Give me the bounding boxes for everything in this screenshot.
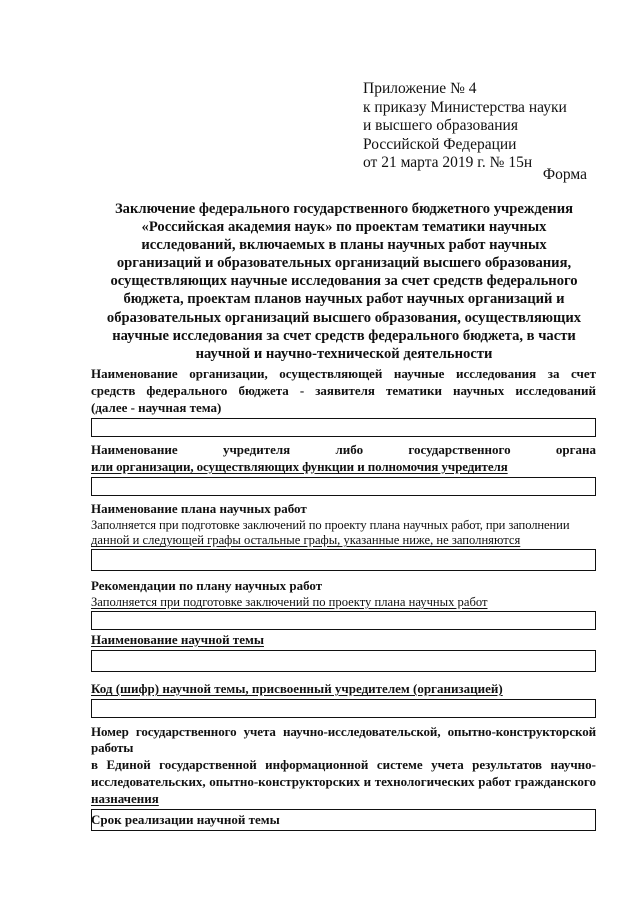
org-name-label-line: Наименование организации, осуществляющей научные исследования за счет <box>91 366 596 381</box>
state-registration-label-line: в Единой государственной информационной системе учета результатов научно- <box>91 757 596 772</box>
state-registration-label-line: Номер государственного учета научно-исследовательской, опытно-конструкторской работы <box>91 724 596 755</box>
state-registration-label-underlined: назначения <box>91 791 159 806</box>
founder-label-line: Наименование учредителя либо государственного органа <box>91 442 596 457</box>
section-topic-code <box>91 681 596 718</box>
plan-name-hint-underlined: данной и следующей графы остальные графы, указанные ниже, не заполняются <box>91 533 521 547</box>
topic-name-label <box>91 632 596 649</box>
annex-header <box>363 80 593 173</box>
org-name-field[interactable] <box>91 418 596 437</box>
title-line: научной и научно-технической деятельности <box>195 345 493 362</box>
plan-name-hint-line <box>91 533 596 548</box>
topic-name-field[interactable] <box>91 650 596 672</box>
plan-recommendations-label: Рекомендации по плану научных работ <box>91 578 323 593</box>
plan-name-field[interactable] <box>91 549 596 571</box>
topic-name-label-underlined: Наименование научной темы <box>91 632 264 647</box>
period-label: Срок реализации научной темы <box>91 812 280 827</box>
title-line: образовательных организаций высшего образования, осуществляющих <box>106 309 582 326</box>
plan-recommendations-field[interactable] <box>91 611 596 630</box>
title-line: бюджета, проектам планов научных работ научных организаций и <box>123 291 565 308</box>
org-name-label-line: средств федерального бюджета - заявителя тематики научных исследований <box>91 383 596 398</box>
plan-recommendations-hint <box>91 595 596 610</box>
annex-line: Приложение № 4 <box>363 80 477 97</box>
title-line: научные исследования за счет средств федерального бюджета, в части <box>112 327 576 344</box>
annex-line: к приказу Министерства науки <box>363 98 567 116</box>
founder-field[interactable] <box>91 477 596 496</box>
topic-code-label-underlined: Код (шифр) научной темы, присвоенный учредителем (организацией) <box>91 681 503 696</box>
plan-name-hint-line: Заполняется при подготовке заключений по проекту плана научных работ, при заполнении <box>91 518 570 532</box>
org-name-label-line: (далее - научная тема) <box>91 400 222 415</box>
founder-label-line <box>91 459 596 476</box>
state-registration-label-line <box>91 791 596 808</box>
section-founder <box>91 442 596 496</box>
document-title <box>92 200 596 363</box>
form-label: Форма <box>542 166 587 183</box>
annex-line: и высшего образования <box>363 117 518 134</box>
section-plan-name <box>91 501 596 571</box>
plan-recommendations-hint-underlined: Заполняется при подготовке заключений по проекту плана научных работ <box>91 595 488 609</box>
founder-label-underlined: или организации, осуществляющих функции и полномочия учредителя <box>91 459 508 474</box>
topic-code-label <box>91 681 596 698</box>
section-org-name <box>91 366 596 437</box>
plan-name-label: Наименование плана научных работ <box>91 501 307 516</box>
annex-line: Российской Федерации <box>363 135 517 153</box>
title-line: «Российская академия наук» по проектам тематики научных <box>141 219 547 236</box>
annex-line: от 21 марта 2019 г. № 15н <box>363 154 533 171</box>
title-line: исследований, включаемых в планы научных работ научных <box>141 237 547 254</box>
title-line: осуществляющих научные исследования за счет средств федерального <box>110 273 578 290</box>
title-line: Заключение федерального государственного бюджетного учреждения <box>114 201 573 217</box>
section-topic-name <box>91 632 596 672</box>
state-registration-label-line: исследовательских, опытно-конструкторских и технологических работ гражданского <box>91 774 596 789</box>
section-period <box>91 812 596 829</box>
topic-code-field[interactable] <box>91 699 596 718</box>
title-line: организаций и образовательных организаций высшего образования, <box>116 255 572 272</box>
section-plan-recommendations <box>91 578 596 630</box>
